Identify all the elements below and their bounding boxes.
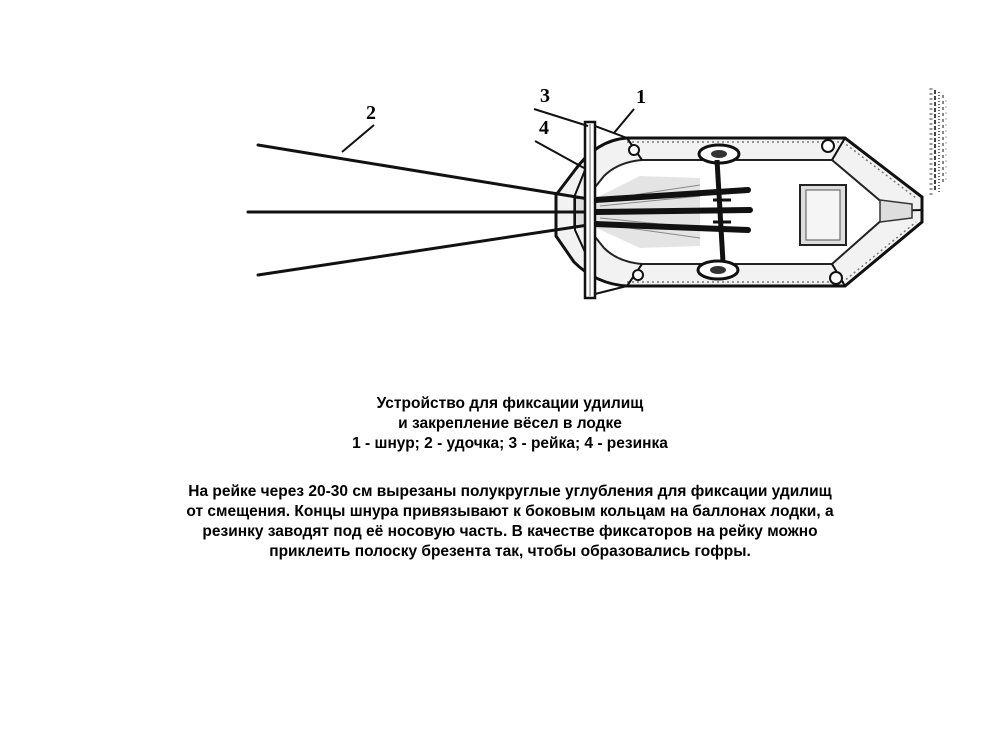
fishing-rod-upper xyxy=(258,145,595,200)
description-line-3: резинку заводят под её носовую часть. В качестве фиксаторов на рейку можно xyxy=(202,523,818,540)
description-line-1: На рейке через 20-30 см вырезаны полукруглые углубления для фиксации удилищ xyxy=(188,483,832,500)
caption-legend: 1 - шнур; 2 - удочка; 3 - рейка; 4 - резинка xyxy=(352,435,668,452)
description-line-4: приклеить полоску брезента так, чтобы образовались гофры. xyxy=(269,543,751,560)
side-ring-top xyxy=(822,140,834,152)
description-line-2: от смещения. Концы шнура привязывают к боковым кольцам на баллонах лодки, а xyxy=(186,503,834,520)
label-rod-number: 2 xyxy=(366,102,376,124)
label-cord-number: 1 xyxy=(636,86,646,108)
caption-line-1: Устройство для фиксации удилищ xyxy=(376,395,644,412)
rail xyxy=(585,122,595,298)
caption-line-2: и закрепление вёсел в лодке xyxy=(398,415,622,432)
scan-edge-artifact xyxy=(931,88,946,196)
description-paragraph xyxy=(0,482,1000,562)
label-rail-number: 3 xyxy=(540,85,550,107)
fishing-rod-lower xyxy=(258,224,595,275)
boat-rod-holder-diagram xyxy=(0,0,1000,360)
label-rubber-band-number: 4 xyxy=(539,117,549,139)
side-ring-bottom xyxy=(830,272,842,284)
figure-caption xyxy=(0,394,1000,454)
